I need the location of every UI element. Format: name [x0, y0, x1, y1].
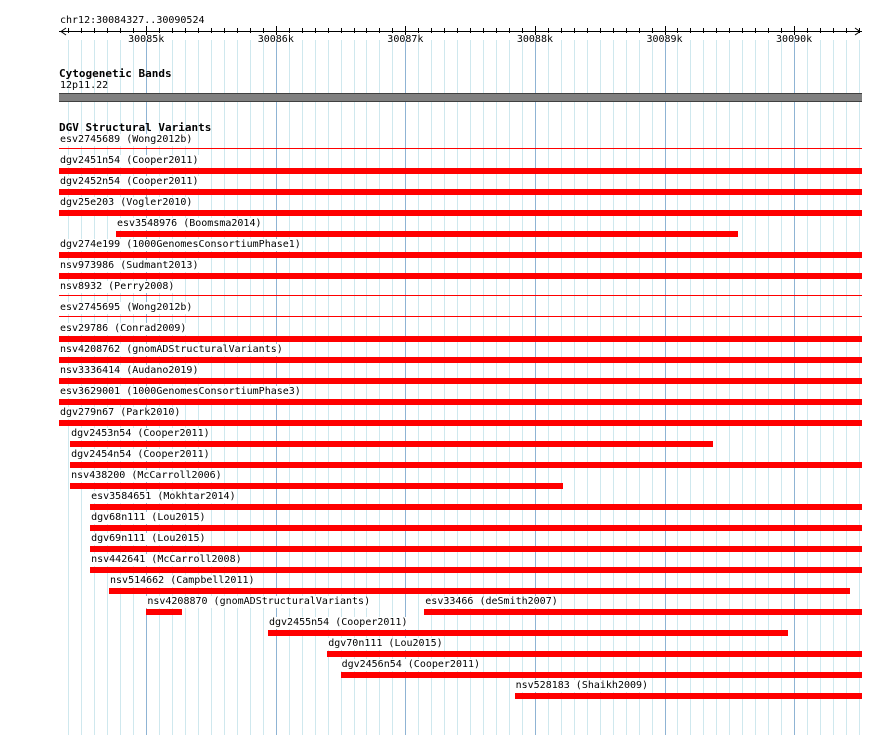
- feature-bar[interactable]: [268, 630, 788, 636]
- feature-bar[interactable]: [59, 189, 862, 195]
- feature-bar[interactable]: [146, 609, 182, 615]
- cytoband-track-title[interactable]: Cytogenetic Bands: [59, 67, 172, 80]
- feature-label[interactable]: dgv279n67 (Park2010): [60, 407, 181, 418]
- feature-bar[interactable]: [90, 567, 862, 573]
- feature-label[interactable]: nsv4208762 (gnomADStructuralVariants): [60, 344, 283, 355]
- ruler-tick-label: 30088k: [516, 34, 553, 45]
- ruler-tick-label: 30087k: [387, 34, 424, 45]
- feature-label[interactable]: dgv2452n54 (Cooper2011): [60, 176, 199, 187]
- feature-bar[interactable]: [341, 672, 862, 678]
- feature-label[interactable]: esv3629001 (1000GenomesConsortiumPhase3): [60, 386, 301, 397]
- feature-label[interactable]: dgv2451n54 (Cooper2011): [60, 155, 199, 166]
- feature-bar[interactable]: [59, 378, 862, 384]
- ruler-tick-label: 30089k: [646, 34, 683, 45]
- feature-label[interactable]: esv3548976 (Boomsma2014): [117, 218, 262, 229]
- feature-label[interactable]: esv29786 (Conrad2009): [60, 323, 187, 334]
- feature-bar[interactable]: [59, 336, 862, 342]
- feature-label[interactable]: nsv973986 (Sudmant2013): [60, 260, 199, 271]
- ruler-tick-label: 30085k: [128, 34, 165, 45]
- feature-label[interactable]: nsv3336414 (Audano2019): [60, 365, 199, 376]
- feature-label[interactable]: nsv4208870 (gnomADStructuralVariants): [147, 596, 371, 607]
- dgv-track-title[interactable]: DGV Structural Variants: [59, 121, 212, 134]
- feature-bar[interactable]: [59, 210, 862, 216]
- feature-label[interactable]: dgv274e199 (1000GenomesConsortiumPhase1): [60, 239, 301, 250]
- feature-label[interactable]: dgv2455n54 (Cooper2011): [269, 617, 408, 628]
- feature-label[interactable]: dgv68n111 (Lou2015): [91, 512, 206, 523]
- feature-bar[interactable]: [59, 295, 862, 296]
- feature-bar[interactable]: [59, 357, 862, 363]
- feature-bar[interactable]: [90, 504, 862, 510]
- feature-label[interactable]: nsv438200 (McCarroll2006): [71, 470, 222, 481]
- feature-bar[interactable]: [424, 609, 862, 615]
- feature-bar[interactable]: [59, 420, 862, 426]
- feature-bar[interactable]: [59, 273, 862, 279]
- ruler-tick-label: 30090k: [776, 34, 813, 45]
- cytoband-bar[interactable]: [59, 93, 862, 102]
- feature-bar[interactable]: [90, 525, 862, 531]
- feature-label[interactable]: dgv25e203 (Vogler2010): [60, 197, 193, 208]
- feature-label[interactable]: nsv514662 (Campbell2011): [110, 575, 255, 586]
- feature-bar[interactable]: [59, 399, 862, 405]
- feature-label[interactable]: dgv2453n54 (Cooper2011): [71, 428, 210, 439]
- feature-bar[interactable]: [59, 252, 862, 258]
- feature-label[interactable]: nsv8932 (Perry2008): [60, 281, 175, 292]
- feature-label[interactable]: esv2745695 (Wong2012b): [60, 302, 193, 313]
- feature-bar[interactable]: [116, 231, 738, 237]
- feature-bar[interactable]: [70, 441, 713, 447]
- feature-bar[interactable]: [70, 483, 562, 489]
- cytoband-label: 12p11.22: [60, 80, 109, 91]
- feature-label[interactable]: dgv2454n54 (Cooper2011): [71, 449, 210, 460]
- feature-bar[interactable]: [59, 316, 862, 317]
- feature-label[interactable]: esv3584651 (Mokhtar2014): [91, 491, 236, 502]
- feature-bar[interactable]: [59, 168, 862, 174]
- feature-bar[interactable]: [327, 651, 862, 657]
- feature-label[interactable]: dgv69n111 (Lou2015): [91, 533, 206, 544]
- feature-bar[interactable]: [70, 462, 862, 468]
- feature-bar[interactable]: [515, 693, 862, 699]
- feature-label[interactable]: dgv2456n54 (Cooper2011): [341, 659, 481, 670]
- feature-label[interactable]: esv33466 (deSmith2007): [425, 596, 558, 607]
- feature-bar[interactable]: [109, 588, 850, 594]
- feature-label[interactable]: dgv70n111 (Lou2015): [328, 638, 443, 649]
- feature-label[interactable]: esv2745689 (Wong2012b): [60, 134, 193, 145]
- region-label: chr12:30084327..30090524: [60, 15, 205, 26]
- feature-bar[interactable]: [59, 148, 862, 149]
- feature-label[interactable]: nsv528183 (Shaikh2009): [515, 680, 649, 691]
- feature-label[interactable]: nsv442641 (McCarroll2008): [91, 554, 242, 565]
- ruler-tick-label: 30086k: [257, 34, 294, 45]
- feature-bar[interactable]: [90, 546, 862, 552]
